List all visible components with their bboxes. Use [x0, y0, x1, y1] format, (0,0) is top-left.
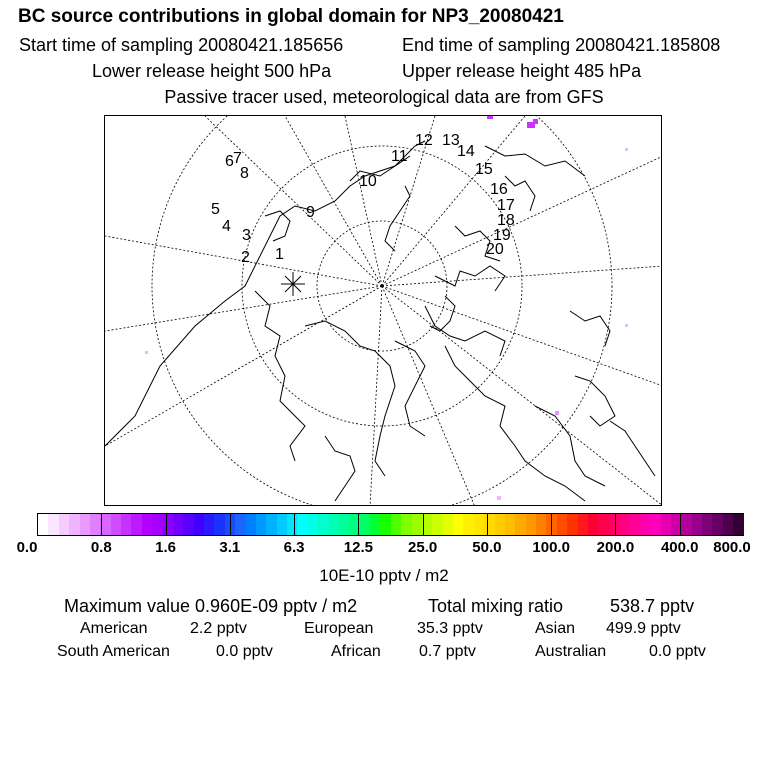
colorbar-segment	[318, 514, 328, 535]
coastline	[430, 296, 455, 331]
colorbar-segment	[712, 514, 722, 535]
colorbar-segment	[152, 514, 162, 535]
colorbar-segment	[661, 514, 671, 535]
colorbar-tick-label: 3.1	[219, 539, 241, 556]
meridian	[382, 286, 475, 506]
colorbar-tick-label: 25.0	[408, 539, 438, 556]
colorbar-segment	[308, 514, 318, 535]
colorbar-tick-label: 200.0	[596, 539, 635, 556]
release-point-marker	[281, 272, 305, 296]
region-name-european: European	[304, 620, 374, 637]
colorbar-tick-label: 400.0	[660, 539, 699, 556]
colorbar-divider	[615, 513, 616, 536]
colorbar-segment	[588, 514, 598, 535]
colorbar-segment	[619, 514, 629, 535]
meridian	[105, 286, 382, 331]
coastline	[105, 156, 410, 446]
colorbar-segment	[567, 514, 577, 535]
trajectory-label-19: 19	[493, 227, 511, 244]
polar-map	[105, 116, 662, 506]
region-name-african: African	[331, 643, 381, 660]
total-mixing-ratio-value: 538.7 pptv	[610, 596, 695, 616]
colorbar-tick-label: 800.0	[713, 539, 751, 556]
trajectory-label-13: 13	[442, 132, 460, 149]
trajectory-label-15: 15	[475, 161, 493, 178]
trajectory-label-2: 2	[241, 249, 250, 266]
coastline	[385, 186, 410, 251]
coastline	[395, 341, 425, 436]
coastline	[305, 321, 395, 476]
start-time: Start time of sampling 20080421.185656	[19, 35, 344, 55]
colorbar-divider	[551, 513, 552, 536]
coastline	[570, 311, 610, 346]
colorbar-segment	[339, 514, 349, 535]
trajectory-label-12: 12	[415, 132, 433, 149]
colorbar-segment	[277, 514, 287, 535]
max-value: Maximum value 0.960E-09 pptv / m2	[64, 596, 358, 616]
colorbar-segment	[204, 514, 214, 535]
colorbar-divider	[680, 513, 681, 536]
meridian	[382, 286, 662, 506]
colorbar-segment	[453, 514, 463, 535]
coastline	[610, 421, 655, 476]
region-name-south-american: South American	[57, 643, 170, 660]
colorbar-segment	[391, 514, 401, 535]
colorbar-segment	[111, 514, 121, 535]
colorbar-segment	[640, 514, 650, 535]
trajectory-label-11: 11	[391, 148, 408, 165]
colorbar-segment	[484, 514, 494, 535]
colorbar-segment	[578, 514, 588, 535]
colorbar-segment	[214, 514, 224, 535]
colorbar-segment	[80, 514, 90, 535]
colorbar-segment	[536, 514, 546, 535]
colorbar-segment	[401, 514, 411, 535]
coastline	[325, 436, 355, 501]
trajectory-label-9: 9	[306, 204, 315, 221]
region-name-asian: Asian	[535, 620, 576, 637]
colorbar-tick-label: 1.6	[155, 539, 176, 556]
graticule	[105, 116, 662, 506]
colorbar-segment	[463, 514, 473, 535]
region-name-australian: Australian	[535, 643, 607, 660]
coastline	[425, 306, 505, 356]
colorbar-tick-label: 0.0	[16, 539, 38, 556]
concentration-patch	[497, 496, 501, 500]
colorbar-tick-label: 50.0	[472, 539, 502, 556]
colorbar-tick-label: 100.0	[532, 539, 570, 556]
colorbar-segment	[48, 514, 58, 535]
colorbar-segment	[38, 514, 48, 535]
colorbar-segment	[495, 514, 505, 535]
colorbar-tick-label: 12.5	[343, 539, 373, 556]
trajectory-label-14: 14	[457, 143, 475, 160]
coastline	[255, 291, 305, 461]
colorbar-segment	[609, 514, 619, 535]
colorbar-segment	[173, 514, 183, 535]
coastline	[265, 211, 290, 241]
colorbar-segment	[121, 514, 131, 535]
colorbar-segment	[329, 514, 339, 535]
meridian	[105, 286, 382, 446]
colorbar-tick-label: 6.3	[283, 539, 305, 556]
region-value-european: 35.3 pptv	[417, 620, 483, 637]
colorbar-segment	[256, 514, 266, 535]
colorbar-divider	[166, 513, 167, 536]
lower-release-height: Lower release height 500 hPa	[92, 61, 332, 81]
trajectory-label-17: 17	[497, 197, 515, 214]
colorbar-segment	[235, 514, 245, 535]
colorbar-segment	[443, 514, 453, 535]
colorbar-segment	[163, 514, 173, 535]
concentration-patch	[487, 116, 493, 119]
tracer-note: Passive tracer used, meteorological data are from GFS	[164, 87, 604, 107]
colorbar-segment	[692, 514, 702, 535]
meridian	[370, 286, 382, 506]
colorbar-segment	[380, 514, 390, 535]
colorbar-units: 10E-10 pptv / m2	[319, 566, 449, 585]
colorbar-segment	[681, 514, 691, 535]
colorbar-segment	[526, 514, 536, 535]
coastline	[435, 266, 505, 291]
end-time: End time of sampling 20080421.185808	[402, 35, 721, 55]
colorbar-segment	[370, 514, 380, 535]
concentration-patches	[145, 116, 628, 500]
colorbar-segment	[183, 514, 193, 535]
trajectory-label-1: 1	[275, 246, 284, 263]
region-name-american: American	[80, 620, 148, 637]
colorbar-segment	[515, 514, 525, 535]
meridian	[345, 116, 382, 286]
concentration-patch	[555, 411, 559, 415]
colorbar-segment	[131, 514, 141, 535]
region-value-african: 0.7 pptv	[419, 643, 476, 660]
colorbar-divider	[230, 513, 231, 536]
colorbar-segment	[297, 514, 307, 535]
trajectory-label-10: 10	[359, 173, 377, 190]
coastlines	[105, 141, 655, 501]
colorbar-segment	[90, 514, 100, 535]
colorbar-segment	[557, 514, 567, 535]
colorbar-divider	[358, 513, 359, 536]
colorbar-segment	[432, 514, 442, 535]
colorbar-segment	[246, 514, 256, 535]
trajectory-label-5: 5	[211, 201, 220, 218]
colorbar-divider	[423, 513, 424, 536]
colorbar	[37, 513, 744, 536]
colorbar-segment	[474, 514, 484, 535]
concentration-patch	[625, 148, 628, 151]
concentration-patch	[625, 324, 628, 327]
trajectory-label-8: 8	[240, 165, 249, 182]
colorbar-segment	[629, 514, 639, 535]
colorbar-divider	[487, 513, 488, 536]
colorbar-divider	[101, 513, 102, 536]
meridian	[205, 116, 382, 286]
colorbar-segment	[412, 514, 422, 535]
region-value-australian: 0.0 pptv	[649, 643, 706, 660]
region-value-american: 2.2 pptv	[190, 620, 247, 637]
trajectory-label-16: 16	[490, 181, 508, 198]
region-value-asian: 499.9 pptv	[606, 620, 681, 637]
colorbar-segment	[69, 514, 79, 535]
colorbar-segment	[723, 514, 733, 535]
trajectory-label-7: 7	[233, 150, 242, 167]
colorbar-segment	[702, 514, 712, 535]
colorbar-segment	[598, 514, 608, 535]
colorbar-segment	[650, 514, 660, 535]
plot-title: BC source contributions in global domain for NP3_20080421	[18, 6, 564, 27]
total-mixing-ratio-label: Total mixing ratio	[428, 596, 564, 616]
colorbar-segment	[194, 514, 204, 535]
colorbar-segment	[505, 514, 515, 535]
colorbar-segment	[287, 514, 297, 535]
colorbar-tick-label: 0.8	[90, 539, 112, 556]
colorbar-segment	[733, 514, 743, 535]
meridian	[285, 116, 382, 286]
coastline	[445, 346, 585, 501]
colorbar-segment	[142, 514, 152, 535]
trajectory-label-6: 6	[225, 153, 234, 170]
colorbar-segment	[59, 514, 69, 535]
map-panel	[104, 115, 662, 506]
upper-release-height: Upper release height 485 hPa	[402, 61, 642, 81]
trajectory-label-20: 20	[486, 241, 504, 258]
meridian	[382, 156, 662, 286]
concentration-patch	[533, 119, 538, 124]
colorbar-segment	[360, 514, 370, 535]
concentration-patch	[145, 351, 148, 354]
colorbar-segment	[266, 514, 276, 535]
colorbar-divider	[294, 513, 295, 536]
trajectory-label-4: 4	[222, 218, 231, 235]
coastline	[485, 146, 585, 176]
trajectory-label-3: 3	[242, 227, 251, 244]
trajectory-label-18: 18	[497, 212, 515, 229]
region-value-south-american: 0.0 pptv	[216, 643, 273, 660]
